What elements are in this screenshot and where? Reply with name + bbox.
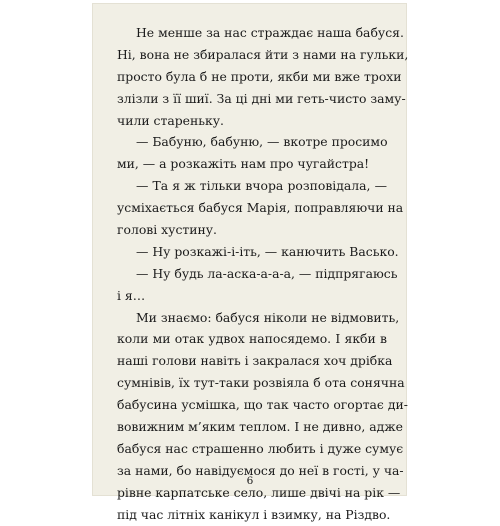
body-text (117, 22, 409, 525)
text-line: ми, — а розкажіть нам про чугайстра! (117, 156, 370, 172)
text-line: під час літніх канікул і взимку, на Різдво. (117, 506, 391, 522)
text-line: бабуся нас страшенно любить і дуже сумує (117, 440, 404, 456)
page-number: 6 (246, 475, 254, 487)
text-line: Ні, вона не збиралася йти з нами на гульки, (117, 46, 409, 62)
text-line: коли ми отак удвох напосядемо. І якби в (117, 331, 387, 347)
text-line: просто була б не проти, якби ми вже трохи (117, 68, 402, 84)
text-line: — Бабуню, бабуню, — вкотре просимо (136, 134, 388, 150)
text-line: — Та я ж тільки вчора розповідала, — (136, 178, 387, 194)
text-line: наші голови навіть і закралася хоч дрібка (117, 353, 393, 369)
text-line: голові хустину. (117, 222, 217, 238)
text-line: — Ну будь ла-аска-а-а-а, — підпрягаюсь (136, 265, 398, 281)
text-line: сумнівів, їх тут-таки розвіяла б ота сонячна (117, 375, 405, 391)
text-line: злізли з її шиї. За ці дні ми геть-чисто заму- (117, 90, 406, 106)
text-line: — Ну розкажі-і-іть, — канючить Васько. (136, 243, 399, 259)
text-line: Ми знаємо: бабуся ніколи не відмовить, (136, 309, 400, 325)
text-line: Не менше за нас страждає наша бабуся. (136, 25, 404, 40)
text-line: усміхається бабуся Марія, поправляючи на (117, 200, 404, 216)
text-line: вовижним м’яким теплом. І не дивно, адже (117, 419, 403, 435)
text-line: рівне карпатське село, лише двічі на рік — (117, 484, 401, 500)
text-line: бабусина усмішка, що так часто огортає ди- (117, 397, 408, 413)
text-line: за нами, бо навідуємося до неї в гості, у ча- (117, 462, 404, 478)
text-line: чили стареньку. (117, 112, 224, 128)
text-line: і я… (117, 287, 146, 303)
